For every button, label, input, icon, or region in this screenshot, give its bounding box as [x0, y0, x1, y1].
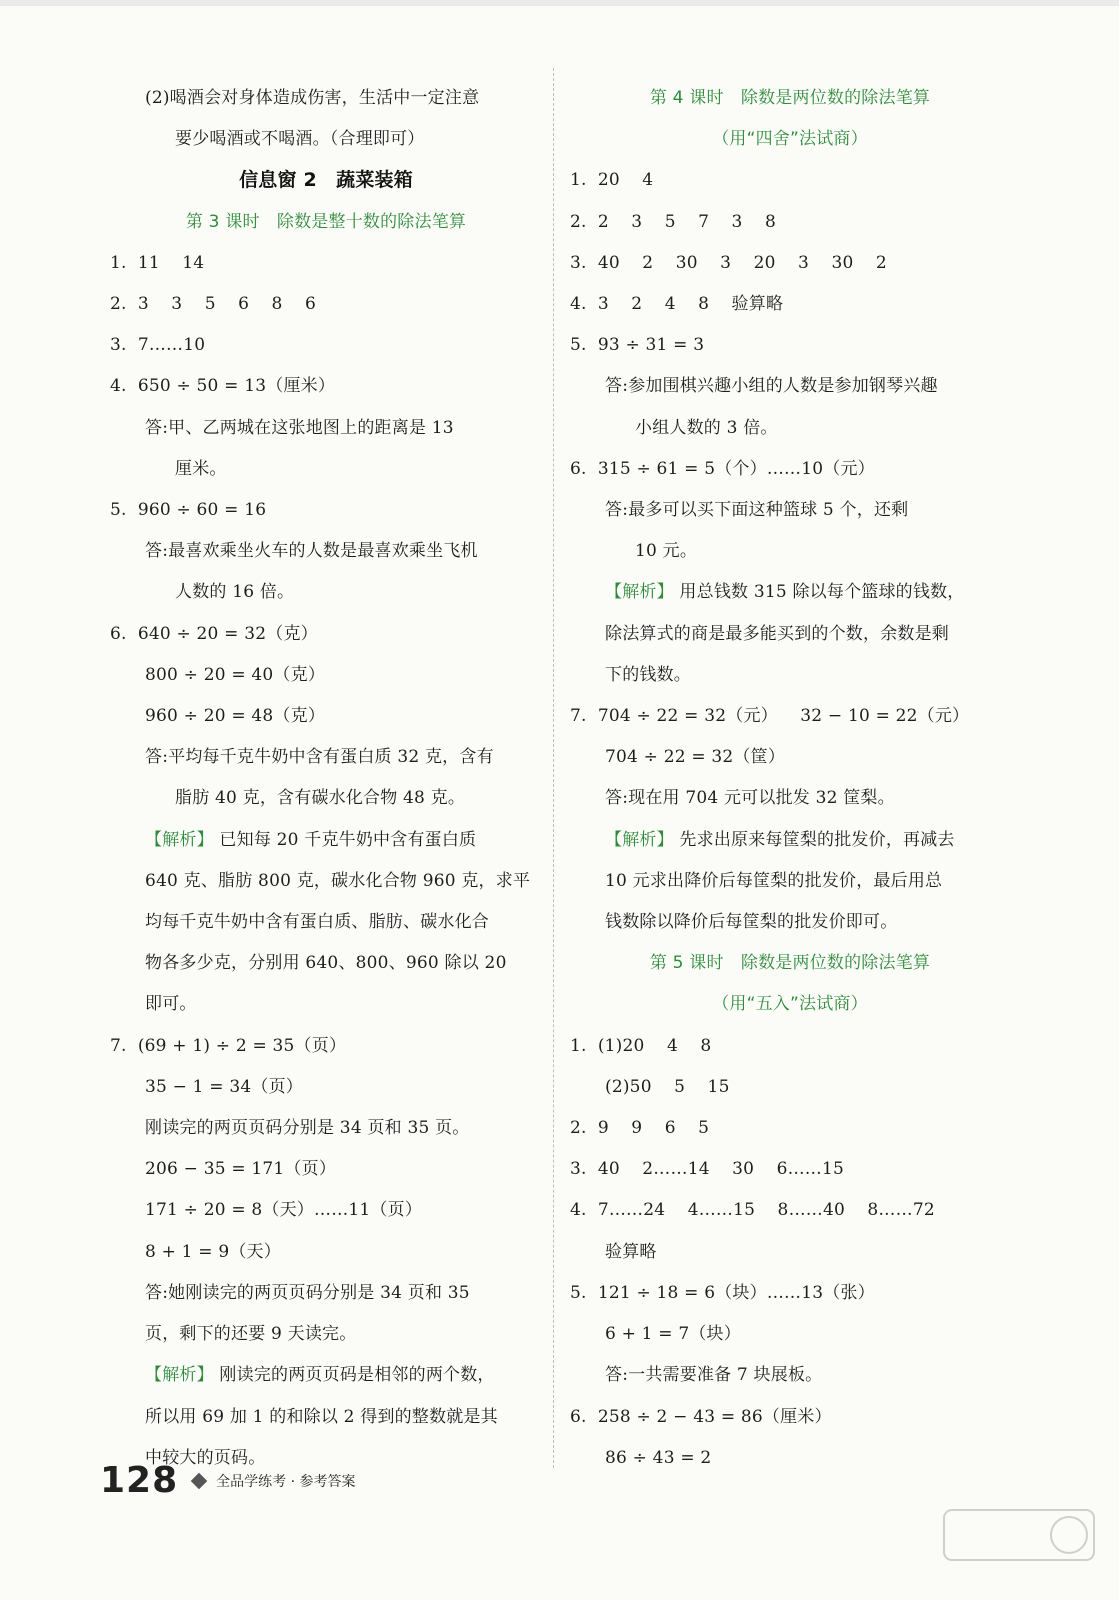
answer-line — [570, 1232, 1010, 1273]
line-text: 下的钱数。 — [605, 664, 691, 685]
line-text: 均每千克牛奶中含有蛋白质、脂肪、碳水化合 — [145, 912, 489, 933]
answer-line — [570, 902, 1010, 943]
answer-line — [110, 572, 542, 613]
line-text: （用“五入”法试商） — [712, 994, 868, 1015]
line-text: 钱数除以降价后每筐梨的批发价即可。 — [605, 912, 898, 933]
answer-line — [570, 614, 1010, 655]
page-footer — [100, 1460, 356, 1501]
line-text: 刚读完的两页页码是相邻的两个数， — [213, 1365, 495, 1386]
answer-line — [110, 943, 542, 984]
answer-line — [110, 1232, 542, 1273]
line-text: 5. 93 ÷ 31 = 3 — [570, 335, 705, 356]
answer-line — [110, 325, 542, 366]
line-text: 答:现在用 704 元可以批发 32 筐梨。 — [605, 788, 895, 809]
line-text: 刚读完的两页页码分别是 34 页和 35 页。 — [145, 1118, 470, 1139]
answer-line — [110, 1190, 542, 1231]
line-text: (2)50 5 15 — [605, 1076, 730, 1097]
answer-line — [110, 449, 542, 490]
line-text: 1. (1)20 4 8 — [570, 1035, 712, 1056]
lesson-heading — [570, 943, 1010, 984]
line-text: 7. 704 ÷ 22 = 32（元） 32 − 10 = 22（元） — [570, 706, 970, 727]
analysis-tag: 【解析】 — [605, 829, 674, 850]
watermark-stamp-icon — [939, 1505, 1099, 1585]
answer-line — [570, 1190, 1010, 1231]
line-text: 4. 3 2 4 8 验算略 — [570, 294, 784, 315]
line-text: 第 3 课时 除数是整十数的除法笔算 — [185, 211, 467, 232]
answer-line — [110, 78, 542, 119]
line-text: 6. 640 ÷ 20 = 32（克） — [110, 623, 318, 644]
answer-line — [570, 1314, 1010, 1355]
answer-line — [570, 243, 1010, 284]
line-text: 已知每 20 千克牛奶中含有蛋白质 — [213, 829, 477, 850]
line-text: 答:最多可以买下面这种篮球 5 个，还剩 — [605, 500, 909, 521]
line-text: 800 ÷ 20 = 40（克） — [145, 664, 326, 685]
line-text: 8 + 1 = 9（天） — [145, 1241, 281, 1262]
lesson-heading — [570, 119, 1010, 160]
line-text: 10 元求出降价后每筐梨的批发价，最后用总 — [605, 870, 943, 891]
line-text: 即可。 — [145, 994, 197, 1015]
answer-line — [110, 861, 542, 902]
column-divider — [553, 68, 554, 1468]
line-text: 960 ÷ 20 = 48（克） — [145, 706, 326, 727]
line-text: 3. 7……10 — [110, 335, 206, 356]
answer-line — [110, 490, 542, 531]
line-text: 答:平均每千克牛奶中含有蛋白质 32 克，含有 — [145, 747, 494, 768]
line-text: 5. 960 ÷ 60 = 16 — [110, 500, 267, 521]
answer-line — [110, 1067, 542, 1108]
answer-line — [110, 655, 542, 696]
answer-line — [570, 572, 1010, 613]
answer-line — [570, 1026, 1010, 1067]
answer-line — [110, 614, 542, 655]
page-number: 128 — [100, 1460, 179, 1501]
answer-line — [570, 202, 1010, 243]
line-text: 答:甲、乙两城在这张地图上的距离是 13 — [145, 417, 454, 438]
answer-line — [110, 696, 542, 737]
answer-line — [570, 861, 1010, 902]
line-text: 86 ÷ 43 = 2 — [605, 1447, 712, 1468]
answer-line — [570, 160, 1010, 201]
answer-line — [110, 778, 542, 819]
line-text: (2)喝酒会对身体造成伤害，生活中一定注意 — [145, 88, 480, 108]
line-text: 除法算式的商是最多能买到的个数，余数是剩 — [605, 623, 949, 644]
line-text: 验算略 — [605, 1241, 657, 1262]
answer-line — [570, 1397, 1010, 1438]
line-text: 所以用 69 加 1 的和除以 2 得到的整数就是其 — [145, 1406, 498, 1427]
lesson-heading — [110, 202, 542, 243]
answer-line — [570, 490, 1010, 531]
answer-line — [570, 1438, 1010, 1479]
answer-line — [110, 243, 542, 284]
line-text: 6 + 1 = 7（块） — [605, 1324, 741, 1345]
answer-line — [570, 1108, 1010, 1149]
line-text: 答:参加围棋兴趣小组的人数是参加钢琴兴趣 — [605, 376, 938, 397]
line-text: 640 克、脂肪 800 克，碳水化合物 960 克，求平 — [145, 870, 531, 891]
line-text: 6. 258 ÷ 2 − 43 = 86（厘米） — [570, 1406, 832, 1427]
line-text: 2. 2 3 5 7 3 8 — [570, 211, 776, 232]
answer-line — [110, 366, 542, 407]
line-text: 6. 315 ÷ 61 = 5（个）……10（元） — [570, 458, 875, 479]
line-text: 信息窗 2 蔬菜装箱 — [239, 169, 413, 192]
left-column — [110, 78, 542, 1479]
line-text: 7. (69 + 1) ÷ 2 = 35（页） — [110, 1035, 347, 1056]
answer-line — [110, 984, 542, 1025]
answer-line — [110, 902, 542, 943]
line-text: 脂肪 40 克，含有碳水化合物 48 克。 — [175, 788, 466, 809]
line-text: 中较大的页码。 — [145, 1447, 266, 1468]
line-text: 人数的 16 倍。 — [175, 582, 295, 603]
diamond-icon — [192, 1474, 206, 1488]
answer-line — [570, 531, 1010, 572]
line-text: 2. 9 9 6 5 — [570, 1118, 710, 1139]
line-text: 1. 11 14 — [110, 252, 205, 273]
line-text: 171 ÷ 20 = 8（天）……11（页） — [145, 1200, 423, 1221]
answer-line — [110, 1397, 542, 1438]
answer-line — [110, 1273, 542, 1314]
line-text: 704 ÷ 22 = 32（筐） — [605, 747, 786, 768]
answer-line — [570, 1067, 1010, 1108]
answer-line — [110, 1355, 542, 1396]
answer-line — [110, 408, 542, 449]
book-title: 全品学练考 · 参考答案 — [216, 1473, 356, 1490]
analysis-tag: 【解析】 — [145, 829, 214, 850]
line-text: 4. 7……24 4……15 8……40 8……72 — [570, 1200, 935, 1221]
line-text: 2. 3 3 5 6 8 6 — [110, 294, 316, 315]
lesson-heading — [570, 78, 1010, 119]
line-text: 3. 40 2……14 30 6……15 — [570, 1159, 845, 1180]
answer-line — [570, 737, 1010, 778]
line-text: 5. 121 ÷ 18 = 6（块）……13（张） — [570, 1282, 875, 1303]
answer-line — [110, 1026, 542, 1067]
answer-line — [570, 696, 1010, 737]
answer-line — [570, 778, 1010, 819]
answer-line — [110, 119, 542, 160]
line-text: 小组人数的 3 倍。 — [635, 417, 778, 438]
analysis-tag: 【解析】 — [605, 582, 674, 603]
answer-line — [570, 820, 1010, 861]
answer-line — [110, 1108, 542, 1149]
line-text: 答:一共需要准备 7 块展板。 — [605, 1365, 823, 1386]
line-text: 1. 20 4 — [570, 170, 654, 191]
line-text: 物各多少克，分别用 640、800、960 除以 20 — [145, 953, 507, 974]
line-text: 厘米。 — [175, 458, 227, 479]
answer-line — [110, 737, 542, 778]
right-column — [570, 78, 1010, 1479]
answer-line — [570, 325, 1010, 366]
answer-line — [110, 820, 542, 861]
line-text: 答:她刚读完的两页页码分别是 34 页和 35 — [145, 1282, 470, 1303]
line-text: 页，剩下的还要 9 天读完。 — [145, 1324, 357, 1345]
analysis-tag: 【解析】 — [145, 1365, 214, 1386]
answer-line — [570, 1273, 1010, 1314]
line-text: 第 5 课时 除数是两位数的除法笔算 — [649, 953, 931, 974]
answer-line — [570, 1355, 1010, 1396]
top-edge — [0, 0, 1119, 6]
answer-line — [110, 284, 542, 325]
answer-line — [570, 1149, 1010, 1190]
line-text: 先求出原来每筐梨的批发价，再减去 — [673, 829, 955, 850]
line-text: 4. 650 ÷ 50 = 13（厘米） — [110, 376, 336, 397]
line-text: 用总钱数 315 除以每个篮球的钱数， — [673, 582, 965, 603]
line-text: 要少喝酒或不喝酒。（合理即可） — [175, 129, 425, 150]
line-text: 206 − 35 = 171（页） — [145, 1159, 337, 1180]
answer-line — [570, 655, 1010, 696]
line-text: 35 − 1 = 34（页） — [145, 1076, 303, 1097]
answer-line — [570, 366, 1010, 407]
line-text: 答:最喜欢乘坐火车的人数是最喜欢乘坐飞机 — [145, 541, 478, 562]
line-text: 第 4 课时 除数是两位数的除法笔算 — [649, 88, 931, 108]
answer-line — [110, 1314, 542, 1355]
answer-line — [110, 531, 542, 572]
answer-line — [570, 284, 1010, 325]
answer-line — [570, 449, 1010, 490]
answer-line — [570, 408, 1010, 449]
line-text: 10 元。 — [635, 541, 698, 562]
section-heading — [110, 160, 542, 201]
lesson-heading — [570, 984, 1010, 1025]
line-text: （用“四舍”法试商） — [712, 129, 868, 150]
answer-line — [110, 1149, 542, 1190]
line-text: 3. 40 2 30 3 20 3 30 2 — [570, 252, 887, 273]
